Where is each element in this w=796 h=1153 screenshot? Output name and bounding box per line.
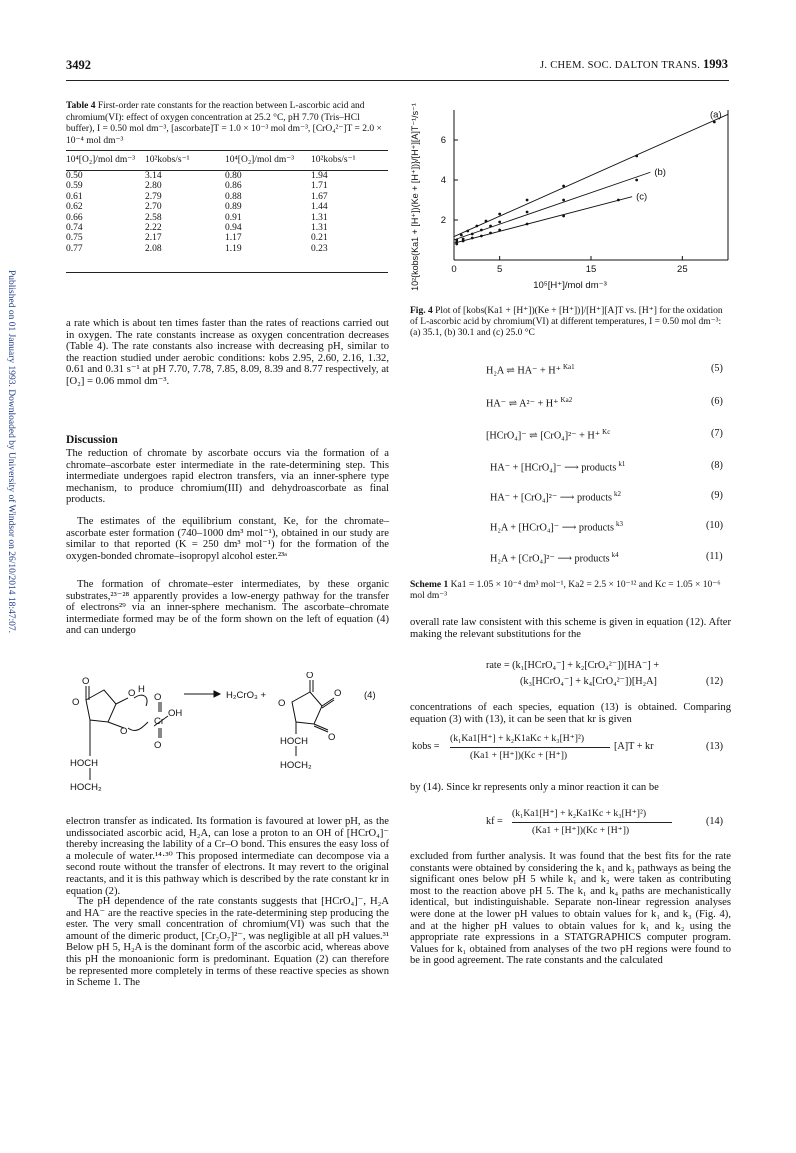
rate-constant: k3	[615, 520, 623, 528]
electron-arrow	[134, 695, 147, 706]
data-point	[462, 240, 465, 243]
table-cell: 2.58	[145, 212, 162, 223]
data-point	[480, 235, 483, 238]
equation-14-lhs: kf =	[486, 816, 503, 827]
atom-label: O	[334, 688, 342, 699]
series-label: (c)	[636, 191, 648, 203]
table-row	[66, 213, 386, 223]
paragraph: The reduction of chromate by ascorbate occurs via the formation of a chromate–ascorbate ester intermediate in the rate-determining step. This intermediate undergoes rapid electron transfers, via an inner-sphere type mechanism, to produce chromium(III) and dehydroascorbate as final products.	[66, 448, 389, 506]
ester-ring	[86, 690, 116, 722]
equation-6	[486, 396, 572, 409]
table-row	[66, 171, 386, 181]
table-cell: 1.71	[311, 181, 328, 192]
equation-13-tail: [A]T + kr	[614, 741, 654, 752]
table4-header-rule	[66, 170, 388, 171]
data-point	[498, 221, 501, 224]
table-cell: 2.80	[145, 181, 162, 192]
data-point	[562, 199, 565, 202]
x-tick-label: 15	[585, 264, 597, 275]
data-point	[460, 234, 463, 237]
y-tick-label: 2	[440, 215, 446, 226]
data-point	[562, 215, 565, 218]
equation-number: (13)	[706, 741, 723, 752]
table-cell: 0.61	[66, 191, 83, 202]
journal-name: J. CHEM. SOC. DALTON TRANS.	[540, 60, 701, 71]
paragraph: The formation of chromate–ester intermediates, by these organic substrates,²³⁻²⁸ apparently provides a low-energy pathway for the transfer of electrons²⁹ via an inner-sphere mechanism. The ascorbate–chromate intermediate formed may be of the form shown on the left of equation (4) and can undergo	[66, 579, 389, 637]
table4-header-row	[66, 155, 386, 171]
equation-text: H₂A ⇌ HA⁻ + H⁺	[486, 365, 561, 377]
data-point	[475, 225, 478, 228]
figure4-caption	[410, 306, 731, 339]
table-cell: 2.22	[145, 223, 162, 234]
equation-number: (11)	[706, 551, 723, 562]
equation4-structure	[64, 672, 392, 792]
equation4-product: H₂CrO₃ +	[226, 690, 267, 701]
equation-12-line1: rate = (k₁[HCrO₄⁻] + k₂[CrO₄²⁻])[HA⁻] +	[486, 660, 660, 671]
data-point	[480, 229, 483, 232]
data-point	[466, 230, 469, 233]
data-point	[635, 179, 638, 182]
y-tick-label: 4	[440, 175, 446, 186]
equation-5	[486, 363, 575, 376]
data-point	[485, 220, 488, 223]
discussion-heading: Discussion	[66, 434, 118, 446]
y-tick-label: 6	[440, 135, 446, 146]
table-row	[66, 192, 386, 202]
series-label: (b)	[654, 167, 666, 179]
data-point	[526, 211, 529, 214]
table-row	[66, 202, 386, 212]
atom-label: O	[278, 698, 286, 709]
table-cell: 0.86	[225, 181, 242, 192]
atom-label: O	[120, 726, 128, 737]
equation-number: (7)	[711, 428, 723, 439]
equation-number: (4)	[364, 690, 376, 701]
atom-label: HOCH₂	[70, 782, 102, 792]
table4-label: Table 4	[66, 101, 96, 111]
equation-text: [HCrO₄]⁻ ⇌ [CrO₄]²⁻ + H⁺	[486, 430, 601, 442]
fit-line	[454, 172, 650, 240]
atom-label: O	[82, 676, 90, 687]
table4-bottom-rule	[66, 272, 388, 273]
data-point	[471, 237, 474, 240]
rate-constant: k1	[618, 460, 626, 468]
table4-caption	[66, 101, 389, 147]
equation-9	[490, 490, 621, 503]
table-cell: 0.23	[311, 243, 328, 254]
table-cell: 2.17	[145, 233, 162, 244]
table-cell: 0.50	[66, 171, 83, 181]
atom-label: O	[154, 692, 162, 703]
page-number: 3492	[66, 58, 91, 72]
table-cell: 1.19	[225, 243, 242, 254]
paragraph: electron transfer as indicated. Its formation is favoured at lower pH, as the undissociated ascorbic acid, H₂A, can lose a proton to an OH of [HCrO₄]⁻ thereby increasing the lability of a Cr–O bond. This ensures the easy loss of a molecule of water.¹⁴·³⁰ This proposed intermediate can decompose via a second route without the transfer of electrons. It may revert to the original reactants, and it is this pathway which is described by the rate constant kr in equation (2).	[66, 816, 389, 897]
data-point	[526, 223, 529, 226]
table4-top-rule	[66, 150, 388, 151]
figure4-label: Fig. 4	[410, 306, 433, 316]
table4-caption-text: First-order rate constants for the reaction between L-ascorbic acid and chromium(VI): effect of oxygen concentration at 25.2 °C, pH 7.70 (Tris–HCl buffer), I = 0.50 mol dm⁻³, [ascorbate]T = 1.0 × 10⁻³ mol dm⁻³, [CrO₄²⁻]T = 2.0 × 10⁻⁴ mol dm⁻³	[66, 101, 382, 146]
fit-line	[454, 114, 728, 236]
paragraph: overall rate law consistent with this scheme is given in equation (12). After making the relevant substitutions for the	[410, 617, 731, 640]
equation-13-numerator: (k₁Ka1[H⁺] + k₂K1aKc + k₃[H⁺]²)	[450, 733, 585, 744]
rate-constant: k4	[611, 551, 619, 559]
data-point	[713, 121, 716, 124]
table4-header: 10⁴[O₂]/mol dm⁻³	[225, 155, 295, 165]
paragraph: The estimates of the equilibrium constant, Ke, for the chromate–ascorbate ester formation (740–1000 dm³ mol⁻¹), obtained in our study are similar to that reported (K = 250 dm³ mol⁻¹) for the formation of the oxygen-bonded chromate–isopropyl alcohol ester.²³ᵃ	[66, 516, 389, 562]
equation-number: (14)	[706, 816, 723, 827]
table4-header: 10²kobs/s⁻¹	[311, 155, 356, 165]
table-cell: 0.74	[66, 223, 83, 234]
equation-number: (6)	[711, 396, 723, 407]
atom-label: HOCH	[280, 736, 308, 747]
table-row	[66, 223, 386, 233]
data-point	[526, 199, 529, 202]
equation-text: HA⁻ + [HCrO₄]⁻ ⟶ products	[490, 462, 617, 474]
download-side-note[interactable]	[2, 270, 18, 890]
table-cell: 1.17	[225, 233, 242, 244]
atom-label: Cr	[154, 716, 165, 727]
data-point	[562, 185, 565, 188]
table-cell: 0.89	[225, 202, 242, 213]
rate-constant: k2	[614, 490, 622, 498]
table4-header: 10²kobs/s⁻¹	[145, 155, 190, 165]
fraction-bar	[512, 822, 672, 823]
x-tick-label: 0	[451, 264, 457, 275]
table-cell: 3.14	[145, 171, 162, 181]
equilibrium-constant: Ka2	[560, 396, 573, 404]
atom-label: H	[138, 684, 145, 695]
scheme1-label: Scheme 1	[410, 580, 449, 590]
table-cell: 0.80	[225, 171, 242, 181]
table-cell: 2.08	[145, 243, 162, 254]
table-cell: 0.62	[66, 202, 83, 213]
atom-label: HOCH	[70, 758, 98, 769]
bond	[322, 698, 334, 706]
equation-number: (10)	[706, 520, 723, 531]
paragraph: The pH dependence of the rate constants suggests that [HCrO₄]⁻, H₂A and HA⁻ are the reactive species in the rate-determining step producing the ester. The very small concentration of chromium(VI) was such that the amount of the dimeric product, [Cr₂O₇]²⁻, was negligible at all pH values.³¹ Below pH 5, H₂A is the dominant form of the ascorbic acid, whereas above this pH the monoanionic form is predominant. Equation (2) can therefore be represented more completely in terms of these reactive species as shown in Scheme 1. The	[66, 896, 389, 989]
equation-10	[490, 520, 623, 533]
equation-14-denominator: (Ka1 + [H⁺])(Kc + [H⁺])	[532, 825, 630, 836]
table-cell: 2.70	[145, 202, 162, 213]
paragraph: excluded from further analysis. It was found that the best fits for the rate constants were obtained by considering the k₁ and k₃ pathways as being the significant ones below pH 5 while k₁ and k₂ were taken as contributing most to the reaction above pH 5. The k₁ and k₄ paths are mechanistically identical, but indistinguishable. Separate non-linear regression analyses were done at the lower pH values to obtain values for k₁ and k₃ (Fig. 4), and at the higher pH values to obtain values for k₁ and k₂ using the appropriate rate expressions in a STATGRAPHICS computer program. Values for k₁ obtained from analyses of the two pH regions were found to be in good agreement. The rate constants and the calculated	[410, 851, 731, 967]
atom-label: O	[328, 732, 336, 743]
table-cell: 1.44	[311, 202, 328, 213]
atom-label: O	[306, 672, 314, 681]
table-cell: 0.66	[66, 212, 83, 223]
equation-text: H₂A + [CrO₄]²⁻ ⟶ products	[490, 553, 610, 565]
table-cell: 1.31	[311, 223, 328, 234]
equation-13-lhs: kobs =	[412, 741, 440, 752]
data-point	[489, 225, 492, 228]
y-axis-label: 10²{kobs(Ka1 + [H⁺])(Ke + [H⁺])}/[H⁺][A]T⁻¹/s⁻¹	[410, 103, 420, 291]
equation-number: (8)	[711, 460, 723, 471]
figure4-chart	[410, 82, 740, 294]
table-cell: 0.59	[66, 181, 83, 192]
data-point	[498, 229, 501, 232]
product-ring	[292, 692, 322, 724]
table-cell: 1.67	[311, 191, 328, 202]
atom-label: OH	[168, 708, 183, 719]
paragraph: concentrations of each species, equation (13) is obtained. Comparing equation (3) with (13), it can be seen that kr is given	[410, 702, 731, 725]
data-point	[471, 233, 474, 236]
fraction-bar	[450, 747, 610, 748]
paragraph: a rate which is about ten times faster than the rates of reactions carried out in oxygen. The rate constants increase as oxygen concentration decreases (Table 4). The rate constants also increase with decreasing pH, similar to the reaction studied under aerobic conditions: kobs 2.95, 2.60, 2.16, 1.32, 0.61 and 0.31 s⁻¹ at pH 7.70, 7.78, 7.85, 8.09, 8.39 and 8.77 respectively, at [O₂] = 0.06 mmol dm⁻³.	[66, 318, 389, 387]
table-cell: 0.75	[66, 233, 83, 244]
equation-7	[486, 428, 610, 441]
equation-12-line2: (k₃[HCrO₄⁻] + k₄[CrO₄²⁻])[H₂A]	[520, 676, 657, 687]
table-row	[66, 233, 386, 243]
table-cell: 1.94	[311, 171, 328, 181]
paragraph: by (14). Since kr represents only a minor reaction it can be	[410, 782, 659, 793]
arrowhead	[214, 691, 220, 697]
table-cell: 0.21	[311, 233, 328, 244]
atom-label: HOCH₂	[280, 760, 312, 771]
table-cell: 0.77	[66, 243, 83, 254]
data-point	[617, 199, 620, 202]
table-cell: 0.94	[225, 223, 242, 234]
data-point	[489, 232, 492, 235]
table-row	[66, 181, 386, 191]
atom-label: O	[154, 740, 162, 751]
equation-number: (12)	[706, 676, 723, 687]
equation-number: (9)	[711, 490, 723, 501]
data-point	[635, 155, 638, 158]
atom-label: O	[72, 697, 80, 708]
electron-arrow	[128, 722, 148, 730]
equilibrium-constant: Kc	[602, 428, 611, 436]
x-tick-label: 25	[677, 264, 688, 275]
table4-header: 10⁴[O₂]/mol dm⁻³	[66, 155, 136, 165]
bond	[322, 700, 334, 708]
equation-text: H₂A + [HCrO₄]⁻ ⟶ products	[490, 522, 614, 534]
equation-number: (5)	[711, 363, 723, 374]
table-cell: 1.31	[311, 212, 328, 223]
equation-text: HA⁻ ⇌ A²⁻ + H⁺	[486, 398, 559, 410]
equilibrium-constant: Ka1	[563, 363, 575, 371]
scheme1-caption	[410, 580, 731, 602]
data-point	[455, 243, 458, 246]
atom-label: O	[128, 688, 136, 699]
header-rule	[66, 80, 729, 81]
equation-14-numerator: (k₁Ka1[H⁺] + k₂Ka1Kc + k₃[H⁺]²)	[512, 808, 647, 819]
x-tick-label: 5	[497, 264, 503, 275]
table-cell: 2.79	[145, 191, 162, 202]
side-note-text: Published on 01 January 1993. Downloaded by University of Windsor on 26/10/2014 18:47:07.	[6, 270, 16, 634]
table-cell: 0.88	[225, 191, 242, 202]
figure4-caption-text: Plot of [kobs(Ka1 + [H⁺])(Ke + [H⁺])]/[H⁺][A]T vs. [H⁺] for the oxidation of L-ascorbic acid by chromium(VI) at different temperatures, I = 0.50 mol dm⁻³: (a) 35.1, (b) 30.1 and (c) 25.0 °C	[410, 306, 723, 338]
data-point	[498, 213, 501, 216]
table-row	[66, 244, 386, 254]
equation-13-denominator: (Ka1 + [H⁺])(Kc + [H⁺])	[470, 750, 568, 761]
x-axis-label: 10⁵[H⁺]/mol dm⁻³	[533, 280, 607, 291]
journal-year: 1993	[703, 57, 728, 71]
table-cell: 0.91	[225, 212, 242, 223]
scheme1-caption-text: Ka1 = 1.05 × 10⁻⁴ dm³ mol⁻¹, Ka2 = 2.5 × 10⁻¹² and Kc = 1.05 × 10⁻⁶ mol dm⁻³	[410, 580, 721, 601]
series-label: (a)	[710, 109, 722, 121]
bond	[116, 698, 128, 704]
equation-text: HA⁻ + [CrO₄]²⁻ ⟶ products	[490, 492, 613, 504]
equation-8	[490, 460, 625, 473]
equation-11	[490, 551, 619, 564]
